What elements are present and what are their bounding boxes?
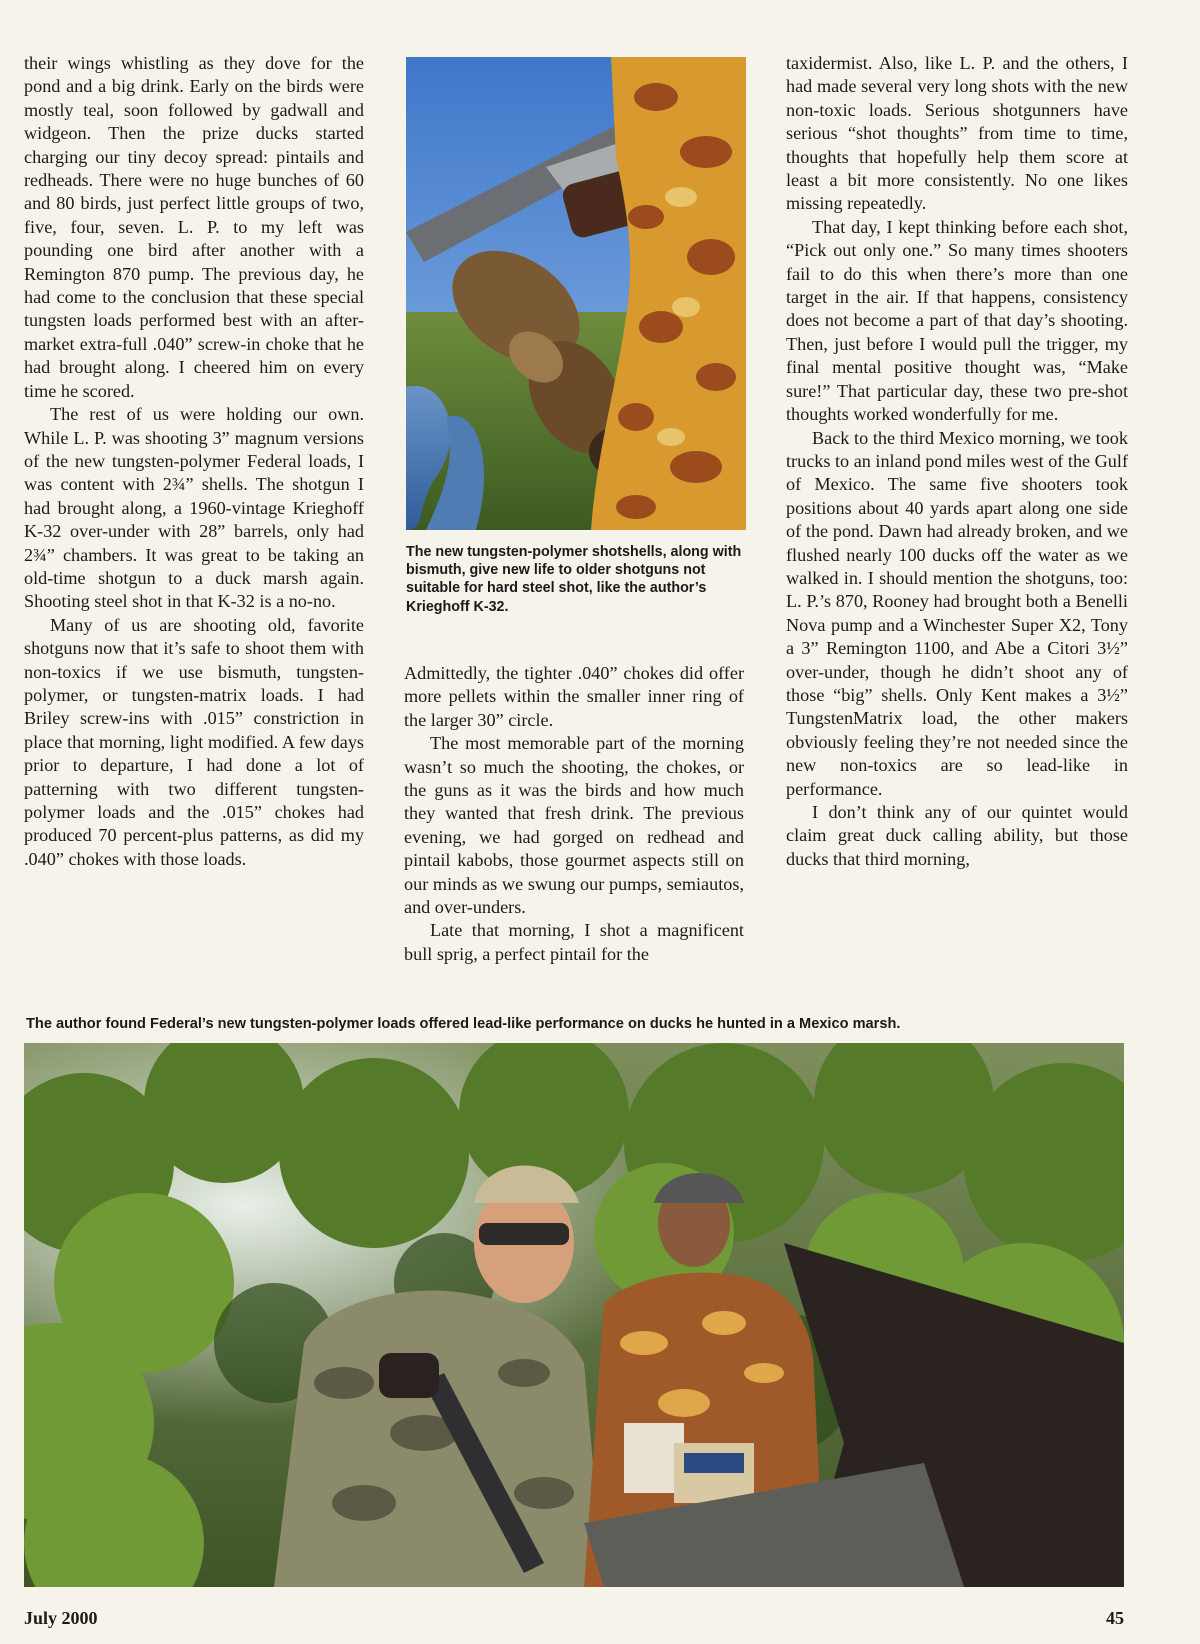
article-column-2 [404, 662, 744, 966]
duck-hunter-photo [406, 57, 746, 530]
marsh-hunters-photo-illustration [24, 1043, 1124, 1587]
paragraph: Many of us are shooting old, favorite shotguns now that it’s safe to shoot them with non-toxics if we use bismuth, tungsten-polymer, or tungsten-matrix loads. I had Briley screw-ins with .015” constriction in place that morning, light modified. A few days prior to departure, I had done a lot of patterning with two different tungsten-polymer loads and the .015” chokes had produced 70 percent-plus patterns, as did my .040” chokes with those loads. [24, 614, 364, 869]
photo-caption: The new tungsten-polymer shotshells, along with bismuth, give new life to older shotguns not suitable for hard steel shot, like the author’s Krieghoff K-32. [406, 544, 742, 615]
paragraph: Back to the third Mexico morning, we took trucks to an inland pond miles west of the Gulf of Mexico. The same five shooters took positions about 40 yards apart along one side of the pond. Dawn had already broken, and we flushed nearly 100 ducks off the water as we walked in. I should mention the shotguns, too: L. P.’s 870, Rooney had brought both a Benelli Nova pump and a Winchester Super X2, Tony a 3” Remington 1100, and Abe a Citori 3½” over-under, though he didn’t shoot any of those “big” shells. Only Kent makes a 3½” TungstenMatrix load, the other makers obviously feeling they’re not needed since the new non-toxics are so lead-like in performance. [786, 427, 1128, 799]
page-number: 45 [1106, 1608, 1124, 1628]
paragraph: The rest of us were holding our own. While L. P. was shooting 3” magnum versions of the new tungsten-polymer Federal loads, I was content with 2¾” shells. The shotgun I had brought along, a 1960-vintage Krieghoff K-32 over-under with 28” barrels, only had 2¾” chambers. It was great to be taking an old-time shotgun to a duck marsh again. Shooting steel shot in that K-32 is a no-no. [24, 404, 364, 612]
marsh-hunters-photo [24, 1043, 1124, 1587]
paragraph: The most memorable part of the morning wasn’t so much the shooting, the chokes, or the guns as it was the birds and how much they wanted that fresh drink. The previous evening, we had gorged on redhead and pintail kabobs, those gourmet aspects still on our minds as we swung our pumps, semiautos, and over-unders. [404, 733, 744, 918]
paragraph: taxidermist. Also, like L. P. and the others, I had made several very long shots with the new non-toxic loads. Serious shotgunners have serious “shot thoughts” from time to time, thoughts that hopefully help them score at least a bit more consistently. No one likes missing repeatedly. [786, 53, 1128, 214]
paragraph: That day, I kept thinking before each shot, “Pick out only one.” So many times shooters fail to do this when there’s more than one target in the air. If that happens, consistency does not become a part of that day’s shooting. Then, just before I would pull the trigger, my final mental positive thought was, “Make sure!” That particular day, these two pre-shot thoughts worked wonderfully for me. [786, 216, 1128, 425]
issue-date: July 2000 [24, 1608, 98, 1628]
photo-caption: The author found Federal’s new tungsten-polymer loads offered lead-like performance on ducks he hunted in a Mexico marsh. [26, 1016, 901, 1032]
duck-hunter-photo-illustration [406, 57, 746, 530]
paragraph: Admittedly, the tighter .040” chokes did offer more pellets within the smaller inner ring of the larger 30” circle. [404, 663, 744, 730]
paragraph: I don’t think any of our quintet would claim great duck calling ability, but those ducks that third morning, [786, 802, 1128, 869]
article-column-3 [786, 52, 1128, 871]
paragraph: their wings whistling as they dove for the pond and a big drink. Early on the birds were mostly teal, soon followed by gadwall and widgeon. Then the prize ducks started charging our tiny decoy spread: pintails and redheads. There were no huge bunches of 60 and 80 birds, just perfect little groups of two, five, four, seven. L. P. to my left was pounding one bird after another with a Remington 870 pump. The previous day, he had come to the conclusion that these special tungsten loads performed best with an after-market extra-full .040” screw-in choke that he had brought along. I cheered him on every time he scored. [24, 53, 364, 401]
paragraph: Late that morning, I shot a magnificent bull sprig, a perfect pintail for the [404, 920, 744, 964]
article-column-1 [24, 52, 364, 871]
